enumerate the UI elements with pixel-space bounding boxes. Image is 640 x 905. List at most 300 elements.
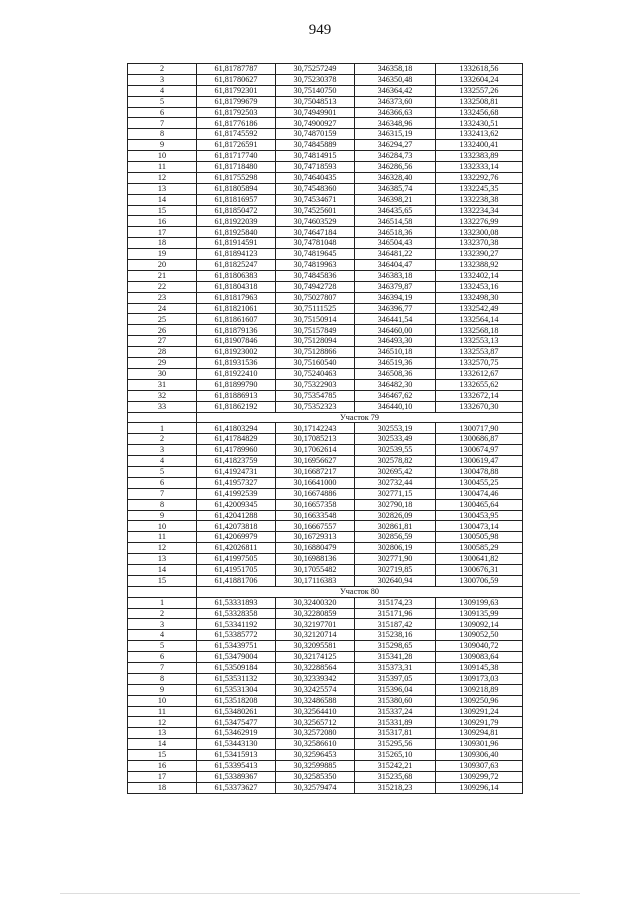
latitude-cell: 61,81923002 bbox=[197, 347, 276, 358]
longitude-cell: 30,74781048 bbox=[276, 238, 355, 249]
table-row bbox=[128, 303, 523, 314]
longitude-cell: 30,32095581 bbox=[276, 641, 355, 652]
latitude-cell: 61,53385772 bbox=[197, 630, 276, 641]
table-row bbox=[128, 401, 523, 412]
latitude-cell: 61,41784829 bbox=[197, 434, 276, 445]
y-coordinate-cell: 1309092,14 bbox=[436, 619, 523, 630]
longitude-cell: 30,32280859 bbox=[276, 608, 355, 619]
longitude-cell: 30,32599885 bbox=[276, 761, 355, 772]
table-row bbox=[128, 205, 523, 216]
longitude-cell: 30,74900927 bbox=[276, 118, 355, 129]
table-row bbox=[128, 662, 523, 673]
point-number-cell: 16 bbox=[128, 216, 197, 227]
y-coordinate-cell: 1332413,62 bbox=[436, 129, 523, 140]
latitude-cell: 61,81726591 bbox=[197, 140, 276, 151]
latitude-cell: 61,81787787 bbox=[197, 64, 276, 75]
x-coordinate-cell: 315295,56 bbox=[355, 739, 436, 750]
latitude-cell: 61,81922410 bbox=[197, 368, 276, 379]
point-number-cell: 21 bbox=[128, 270, 197, 281]
x-coordinate-cell: 302539,55 bbox=[355, 445, 436, 456]
point-number-cell: 1 bbox=[128, 423, 197, 434]
latitude-cell: 61,53395413 bbox=[197, 761, 276, 772]
latitude-cell: 61,53518208 bbox=[197, 695, 276, 706]
x-coordinate-cell: 346504,43 bbox=[355, 238, 436, 249]
longitude-cell: 30,17142243 bbox=[276, 423, 355, 434]
x-coordinate-cell: 346366,63 bbox=[355, 107, 436, 118]
x-coordinate-cell: 346441,54 bbox=[355, 314, 436, 325]
latitude-cell: 61,42041288 bbox=[197, 510, 276, 521]
point-number-cell: 14 bbox=[128, 564, 197, 575]
table-row bbox=[128, 608, 523, 619]
point-number-cell: 8 bbox=[128, 129, 197, 140]
longitude-cell: 30,75111525 bbox=[276, 303, 355, 314]
y-coordinate-cell: 1300473,14 bbox=[436, 521, 523, 532]
table-row bbox=[128, 270, 523, 281]
x-coordinate-cell: 302640,94 bbox=[355, 575, 436, 586]
table-row bbox=[128, 281, 523, 292]
table-row bbox=[128, 564, 523, 575]
x-coordinate-cell: 346373,60 bbox=[355, 96, 436, 107]
y-coordinate-cell: 1332400,41 bbox=[436, 140, 523, 151]
point-number-cell: 10 bbox=[128, 521, 197, 532]
point-number-cell: 14 bbox=[128, 194, 197, 205]
x-coordinate-cell: 302771,15 bbox=[355, 488, 436, 499]
y-coordinate-cell: 1309250,96 bbox=[436, 695, 523, 706]
longitude-cell: 30,75230378 bbox=[276, 74, 355, 85]
section-empty-cell bbox=[128, 586, 197, 597]
longitude-cell: 30,32596453 bbox=[276, 750, 355, 761]
point-number-cell: 8 bbox=[128, 499, 197, 510]
longitude-cell: 30,75354785 bbox=[276, 390, 355, 401]
y-coordinate-cell: 1332553,13 bbox=[436, 336, 523, 347]
longitude-cell: 30,32339342 bbox=[276, 673, 355, 684]
table-row bbox=[128, 85, 523, 96]
longitude-cell: 30,32564410 bbox=[276, 706, 355, 717]
point-number-cell: 15 bbox=[128, 575, 197, 586]
x-coordinate-cell: 302533,49 bbox=[355, 434, 436, 445]
point-number-cell: 9 bbox=[128, 510, 197, 521]
longitude-cell: 30,74640435 bbox=[276, 172, 355, 183]
y-coordinate-cell: 1332276,99 bbox=[436, 216, 523, 227]
latitude-cell: 61,53328358 bbox=[197, 608, 276, 619]
longitude-cell: 30,17062614 bbox=[276, 445, 355, 456]
longitude-cell: 30,75027807 bbox=[276, 292, 355, 303]
point-number-cell: 30 bbox=[128, 368, 197, 379]
latitude-cell: 61,41997505 bbox=[197, 554, 276, 565]
table-row bbox=[128, 750, 523, 761]
latitude-cell: 61,81925840 bbox=[197, 227, 276, 238]
longitude-cell: 30,32486588 bbox=[276, 695, 355, 706]
y-coordinate-cell: 1309145,38 bbox=[436, 662, 523, 673]
longitude-cell: 30,75150914 bbox=[276, 314, 355, 325]
x-coordinate-cell: 346379,87 bbox=[355, 281, 436, 292]
y-coordinate-cell: 1309306,40 bbox=[436, 750, 523, 761]
point-number-cell: 23 bbox=[128, 292, 197, 303]
table-row bbox=[128, 521, 523, 532]
page-bottom-rule bbox=[60, 893, 580, 894]
latitude-cell: 61,81825247 bbox=[197, 260, 276, 271]
x-coordinate-cell: 315242,21 bbox=[355, 761, 436, 772]
table-row bbox=[128, 379, 523, 390]
table-row bbox=[128, 761, 523, 772]
coordinates-table-body bbox=[128, 64, 523, 794]
y-coordinate-cell: 1332245,35 bbox=[436, 183, 523, 194]
latitude-cell: 61,81816957 bbox=[197, 194, 276, 205]
table-row bbox=[128, 118, 523, 129]
y-coordinate-cell: 1309199,63 bbox=[436, 597, 523, 608]
table-row bbox=[128, 630, 523, 641]
y-coordinate-cell: 1300619,47 bbox=[436, 456, 523, 467]
table-row bbox=[128, 499, 523, 510]
point-number-cell: 7 bbox=[128, 662, 197, 673]
y-coordinate-cell: 1332557,26 bbox=[436, 85, 523, 96]
longitude-cell: 30,74814915 bbox=[276, 151, 355, 162]
longitude-cell: 30,75140750 bbox=[276, 85, 355, 96]
longitude-cell: 30,74845889 bbox=[276, 140, 355, 151]
table-row bbox=[128, 172, 523, 183]
longitude-cell: 30,16988136 bbox=[276, 554, 355, 565]
table-row bbox=[128, 151, 523, 162]
point-number-cell: 28 bbox=[128, 347, 197, 358]
point-number-cell: 13 bbox=[128, 554, 197, 565]
longitude-cell: 30,75157849 bbox=[276, 325, 355, 336]
y-coordinate-cell: 1332402,14 bbox=[436, 270, 523, 281]
longitude-cell: 30,32585350 bbox=[276, 771, 355, 782]
x-coordinate-cell: 315265,10 bbox=[355, 750, 436, 761]
x-coordinate-cell: 346284,73 bbox=[355, 151, 436, 162]
x-coordinate-cell: 315331,89 bbox=[355, 717, 436, 728]
y-coordinate-cell: 1300453,95 bbox=[436, 510, 523, 521]
y-coordinate-cell: 1332542,49 bbox=[436, 303, 523, 314]
point-number-cell: 1 bbox=[128, 597, 197, 608]
latitude-cell: 61,53443130 bbox=[197, 739, 276, 750]
y-coordinate-cell: 1300478,88 bbox=[436, 466, 523, 477]
point-number-cell: 6 bbox=[128, 477, 197, 488]
x-coordinate-cell: 346482,30 bbox=[355, 379, 436, 390]
longitude-cell: 30,17116383 bbox=[276, 575, 355, 586]
x-coordinate-cell: 346328,40 bbox=[355, 172, 436, 183]
x-coordinate-cell: 302553,19 bbox=[355, 423, 436, 434]
table-row bbox=[128, 74, 523, 85]
x-coordinate-cell: 346514,58 bbox=[355, 216, 436, 227]
y-coordinate-cell: 1332508,81 bbox=[436, 96, 523, 107]
table-row bbox=[128, 684, 523, 695]
longitude-cell: 30,74942728 bbox=[276, 281, 355, 292]
latitude-cell: 61,42026811 bbox=[197, 543, 276, 554]
table-row bbox=[128, 554, 523, 565]
longitude-cell: 30,75048513 bbox=[276, 96, 355, 107]
longitude-cell: 30,32572080 bbox=[276, 728, 355, 739]
section-empty-cell bbox=[128, 412, 197, 423]
section-header-row bbox=[128, 412, 523, 423]
point-number-cell: 9 bbox=[128, 684, 197, 695]
table-row bbox=[128, 194, 523, 205]
point-number-cell: 11 bbox=[128, 162, 197, 173]
table-row bbox=[128, 216, 523, 227]
latitude-cell: 61,53462919 bbox=[197, 728, 276, 739]
x-coordinate-cell: 346383,18 bbox=[355, 270, 436, 281]
y-coordinate-cell: 1309299,72 bbox=[436, 771, 523, 782]
table-row bbox=[128, 532, 523, 543]
x-coordinate-cell: 346467,62 bbox=[355, 390, 436, 401]
table-row bbox=[128, 597, 523, 608]
latitude-cell: 61,81745592 bbox=[197, 129, 276, 140]
longitude-cell: 30,74718593 bbox=[276, 162, 355, 173]
x-coordinate-cell: 346294,27 bbox=[355, 140, 436, 151]
point-number-cell: 18 bbox=[128, 782, 197, 793]
x-coordinate-cell: 346510,18 bbox=[355, 347, 436, 358]
point-number-cell: 12 bbox=[128, 543, 197, 554]
table-row bbox=[128, 129, 523, 140]
y-coordinate-cell: 1332430,51 bbox=[436, 118, 523, 129]
table-row bbox=[128, 543, 523, 554]
x-coordinate-cell: 315171,96 bbox=[355, 608, 436, 619]
longitude-cell: 30,17085213 bbox=[276, 434, 355, 445]
table-row bbox=[128, 619, 523, 630]
longitude-cell: 30,75240463 bbox=[276, 368, 355, 379]
x-coordinate-cell: 346493,30 bbox=[355, 336, 436, 347]
y-coordinate-cell: 1332370,38 bbox=[436, 238, 523, 249]
x-coordinate-cell: 315380,60 bbox=[355, 695, 436, 706]
y-coordinate-cell: 1332390,27 bbox=[436, 249, 523, 260]
x-coordinate-cell: 302719,85 bbox=[355, 564, 436, 575]
y-coordinate-cell: 1300505,98 bbox=[436, 532, 523, 543]
point-number-cell: 24 bbox=[128, 303, 197, 314]
point-number-cell: 2 bbox=[128, 608, 197, 619]
y-coordinate-cell: 1309052,50 bbox=[436, 630, 523, 641]
longitude-cell: 30,17055482 bbox=[276, 564, 355, 575]
longitude-cell: 30,16641000 bbox=[276, 477, 355, 488]
table-row bbox=[128, 706, 523, 717]
y-coordinate-cell: 1332670,30 bbox=[436, 401, 523, 412]
table-row bbox=[128, 782, 523, 793]
latitude-cell: 61,81792301 bbox=[197, 85, 276, 96]
longitude-cell: 30,32565712 bbox=[276, 717, 355, 728]
x-coordinate-cell: 346350,48 bbox=[355, 74, 436, 85]
point-number-cell: 13 bbox=[128, 728, 197, 739]
y-coordinate-cell: 1309291,24 bbox=[436, 706, 523, 717]
point-number-cell: 4 bbox=[128, 85, 197, 96]
latitude-cell: 61,81899790 bbox=[197, 379, 276, 390]
x-coordinate-cell: 346519,36 bbox=[355, 358, 436, 369]
x-coordinate-cell: 302826,09 bbox=[355, 510, 436, 521]
x-coordinate-cell: 346440,10 bbox=[355, 401, 436, 412]
table-row bbox=[128, 183, 523, 194]
point-number-cell: 32 bbox=[128, 390, 197, 401]
latitude-cell: 61,81931536 bbox=[197, 358, 276, 369]
latitude-cell: 61,42069979 bbox=[197, 532, 276, 543]
point-number-cell: 4 bbox=[128, 456, 197, 467]
table-row bbox=[128, 336, 523, 347]
latitude-cell: 61,81792503 bbox=[197, 107, 276, 118]
x-coordinate-cell: 315238,16 bbox=[355, 630, 436, 641]
longitude-cell: 30,32425574 bbox=[276, 684, 355, 695]
x-coordinate-cell: 346286,56 bbox=[355, 162, 436, 173]
table-row bbox=[128, 466, 523, 477]
y-coordinate-cell: 1332292,76 bbox=[436, 172, 523, 183]
latitude-cell: 61,53480261 bbox=[197, 706, 276, 717]
table-row bbox=[128, 64, 523, 75]
point-number-cell: 14 bbox=[128, 739, 197, 750]
point-number-cell: 33 bbox=[128, 401, 197, 412]
x-coordinate-cell: 346364,42 bbox=[355, 85, 436, 96]
latitude-cell: 61,81861607 bbox=[197, 314, 276, 325]
table-row bbox=[128, 717, 523, 728]
longitude-cell: 30,74534671 bbox=[276, 194, 355, 205]
longitude-cell: 30,32174125 bbox=[276, 652, 355, 663]
longitude-cell: 30,32197701 bbox=[276, 619, 355, 630]
y-coordinate-cell: 1300585,29 bbox=[436, 543, 523, 554]
y-coordinate-cell: 1309291,79 bbox=[436, 717, 523, 728]
latitude-cell: 61,53341192 bbox=[197, 619, 276, 630]
section-title: Участок 79 bbox=[197, 412, 523, 423]
point-number-cell: 27 bbox=[128, 336, 197, 347]
y-coordinate-cell: 1332300,08 bbox=[436, 227, 523, 238]
y-coordinate-cell: 1300686,87 bbox=[436, 434, 523, 445]
y-coordinate-cell: 1332453,16 bbox=[436, 281, 523, 292]
latitude-cell: 61,41803294 bbox=[197, 423, 276, 434]
section-title: Участок 80 bbox=[197, 586, 523, 597]
x-coordinate-cell: 346315,19 bbox=[355, 129, 436, 140]
latitude-cell: 61,81805894 bbox=[197, 183, 276, 194]
point-number-cell: 4 bbox=[128, 630, 197, 641]
y-coordinate-cell: 1309218,89 bbox=[436, 684, 523, 695]
longitude-cell: 30,16633548 bbox=[276, 510, 355, 521]
point-number-cell: 10 bbox=[128, 695, 197, 706]
latitude-cell: 61,41951705 bbox=[197, 564, 276, 575]
longitude-cell: 30,16729313 bbox=[276, 532, 355, 543]
x-coordinate-cell: 302771,90 bbox=[355, 554, 436, 565]
latitude-cell: 61,81804318 bbox=[197, 281, 276, 292]
x-coordinate-cell: 346358,18 bbox=[355, 64, 436, 75]
latitude-cell: 61,42073818 bbox=[197, 521, 276, 532]
latitude-cell: 61,41881706 bbox=[197, 575, 276, 586]
x-coordinate-cell: 315397,05 bbox=[355, 673, 436, 684]
point-number-cell: 7 bbox=[128, 488, 197, 499]
table-row bbox=[128, 423, 523, 434]
x-coordinate-cell: 315235,68 bbox=[355, 771, 436, 782]
x-coordinate-cell: 302806,19 bbox=[355, 543, 436, 554]
point-number-cell: 5 bbox=[128, 96, 197, 107]
y-coordinate-cell: 1309294,81 bbox=[436, 728, 523, 739]
x-coordinate-cell: 346404,47 bbox=[355, 260, 436, 271]
x-coordinate-cell: 315396,04 bbox=[355, 684, 436, 695]
point-number-cell: 6 bbox=[128, 652, 197, 663]
table-row bbox=[128, 347, 523, 358]
point-number-cell: 22 bbox=[128, 281, 197, 292]
y-coordinate-cell: 1300717,90 bbox=[436, 423, 523, 434]
y-coordinate-cell: 1300474,46 bbox=[436, 488, 523, 499]
x-coordinate-cell: 346435,65 bbox=[355, 205, 436, 216]
y-coordinate-cell: 1332388,92 bbox=[436, 260, 523, 271]
table-row bbox=[128, 368, 523, 379]
table-row bbox=[128, 140, 523, 151]
latitude-cell: 61,53475477 bbox=[197, 717, 276, 728]
y-coordinate-cell: 1300465,64 bbox=[436, 499, 523, 510]
point-number-cell: 10 bbox=[128, 151, 197, 162]
x-coordinate-cell: 302695,42 bbox=[355, 466, 436, 477]
y-coordinate-cell: 1309040,72 bbox=[436, 641, 523, 652]
y-coordinate-cell: 1300706,59 bbox=[436, 575, 523, 586]
y-coordinate-cell: 1309083,64 bbox=[436, 652, 523, 663]
point-number-cell: 25 bbox=[128, 314, 197, 325]
latitude-cell: 61,53331893 bbox=[197, 597, 276, 608]
point-number-cell: 6 bbox=[128, 107, 197, 118]
latitude-cell: 61,81914591 bbox=[197, 238, 276, 249]
latitude-cell: 61,81780627 bbox=[197, 74, 276, 85]
point-number-cell: 9 bbox=[128, 140, 197, 151]
point-number-cell: 26 bbox=[128, 325, 197, 336]
y-coordinate-cell: 1332568,18 bbox=[436, 325, 523, 336]
y-coordinate-cell: 1300455,25 bbox=[436, 477, 523, 488]
x-coordinate-cell: 315218,23 bbox=[355, 782, 436, 793]
x-coordinate-cell: 346348,96 bbox=[355, 118, 436, 129]
table-row bbox=[128, 292, 523, 303]
table-row bbox=[128, 510, 523, 521]
longitude-cell: 30,74949901 bbox=[276, 107, 355, 118]
table-row bbox=[128, 673, 523, 684]
longitude-cell: 30,16657358 bbox=[276, 499, 355, 510]
point-number-cell: 13 bbox=[128, 183, 197, 194]
point-number-cell: 3 bbox=[128, 74, 197, 85]
point-number-cell: 2 bbox=[128, 434, 197, 445]
table-row bbox=[128, 249, 523, 260]
x-coordinate-cell: 315174,23 bbox=[355, 597, 436, 608]
longitude-cell: 30,75257249 bbox=[276, 64, 355, 75]
point-number-cell: 15 bbox=[128, 750, 197, 761]
longitude-cell: 30,32579474 bbox=[276, 782, 355, 793]
latitude-cell: 61,41992539 bbox=[197, 488, 276, 499]
x-coordinate-cell: 315337,24 bbox=[355, 706, 436, 717]
y-coordinate-cell: 1332672,14 bbox=[436, 390, 523, 401]
longitude-cell: 30,32400320 bbox=[276, 597, 355, 608]
point-number-cell: 3 bbox=[128, 619, 197, 630]
y-coordinate-cell: 1300641,82 bbox=[436, 554, 523, 565]
longitude-cell: 30,74845836 bbox=[276, 270, 355, 281]
y-coordinate-cell: 1332333,14 bbox=[436, 162, 523, 173]
latitude-cell: 61,81821061 bbox=[197, 303, 276, 314]
page-number: 949 bbox=[308, 22, 332, 38]
coordinates-table bbox=[127, 63, 523, 794]
longitude-cell: 30,16667557 bbox=[276, 521, 355, 532]
longitude-cell: 30,16674886 bbox=[276, 488, 355, 499]
point-number-cell: 29 bbox=[128, 358, 197, 369]
longitude-cell: 30,75128866 bbox=[276, 347, 355, 358]
y-coordinate-cell: 1309296,14 bbox=[436, 782, 523, 793]
latitude-cell: 61,53373627 bbox=[197, 782, 276, 793]
table-row bbox=[128, 390, 523, 401]
point-number-cell: 11 bbox=[128, 532, 197, 543]
y-coordinate-cell: 1309173,03 bbox=[436, 673, 523, 684]
y-coordinate-cell: 1332238,38 bbox=[436, 194, 523, 205]
y-coordinate-cell: 1309307,63 bbox=[436, 761, 523, 772]
y-coordinate-cell: 1332655,62 bbox=[436, 379, 523, 390]
longitude-cell: 30,74819645 bbox=[276, 249, 355, 260]
table-row bbox=[128, 107, 523, 118]
y-coordinate-cell: 1332612,67 bbox=[436, 368, 523, 379]
latitude-cell: 61,53479004 bbox=[197, 652, 276, 663]
y-coordinate-cell: 1332604,24 bbox=[436, 74, 523, 85]
longitude-cell: 30,74647184 bbox=[276, 227, 355, 238]
y-coordinate-cell: 1309135,99 bbox=[436, 608, 523, 619]
latitude-cell: 61,41789960 bbox=[197, 445, 276, 456]
point-number-cell: 12 bbox=[128, 172, 197, 183]
y-coordinate-cell: 1332234,34 bbox=[436, 205, 523, 216]
point-number-cell: 15 bbox=[128, 205, 197, 216]
table-row bbox=[128, 96, 523, 107]
longitude-cell: 30,16956627 bbox=[276, 456, 355, 467]
x-coordinate-cell: 346385,74 bbox=[355, 183, 436, 194]
